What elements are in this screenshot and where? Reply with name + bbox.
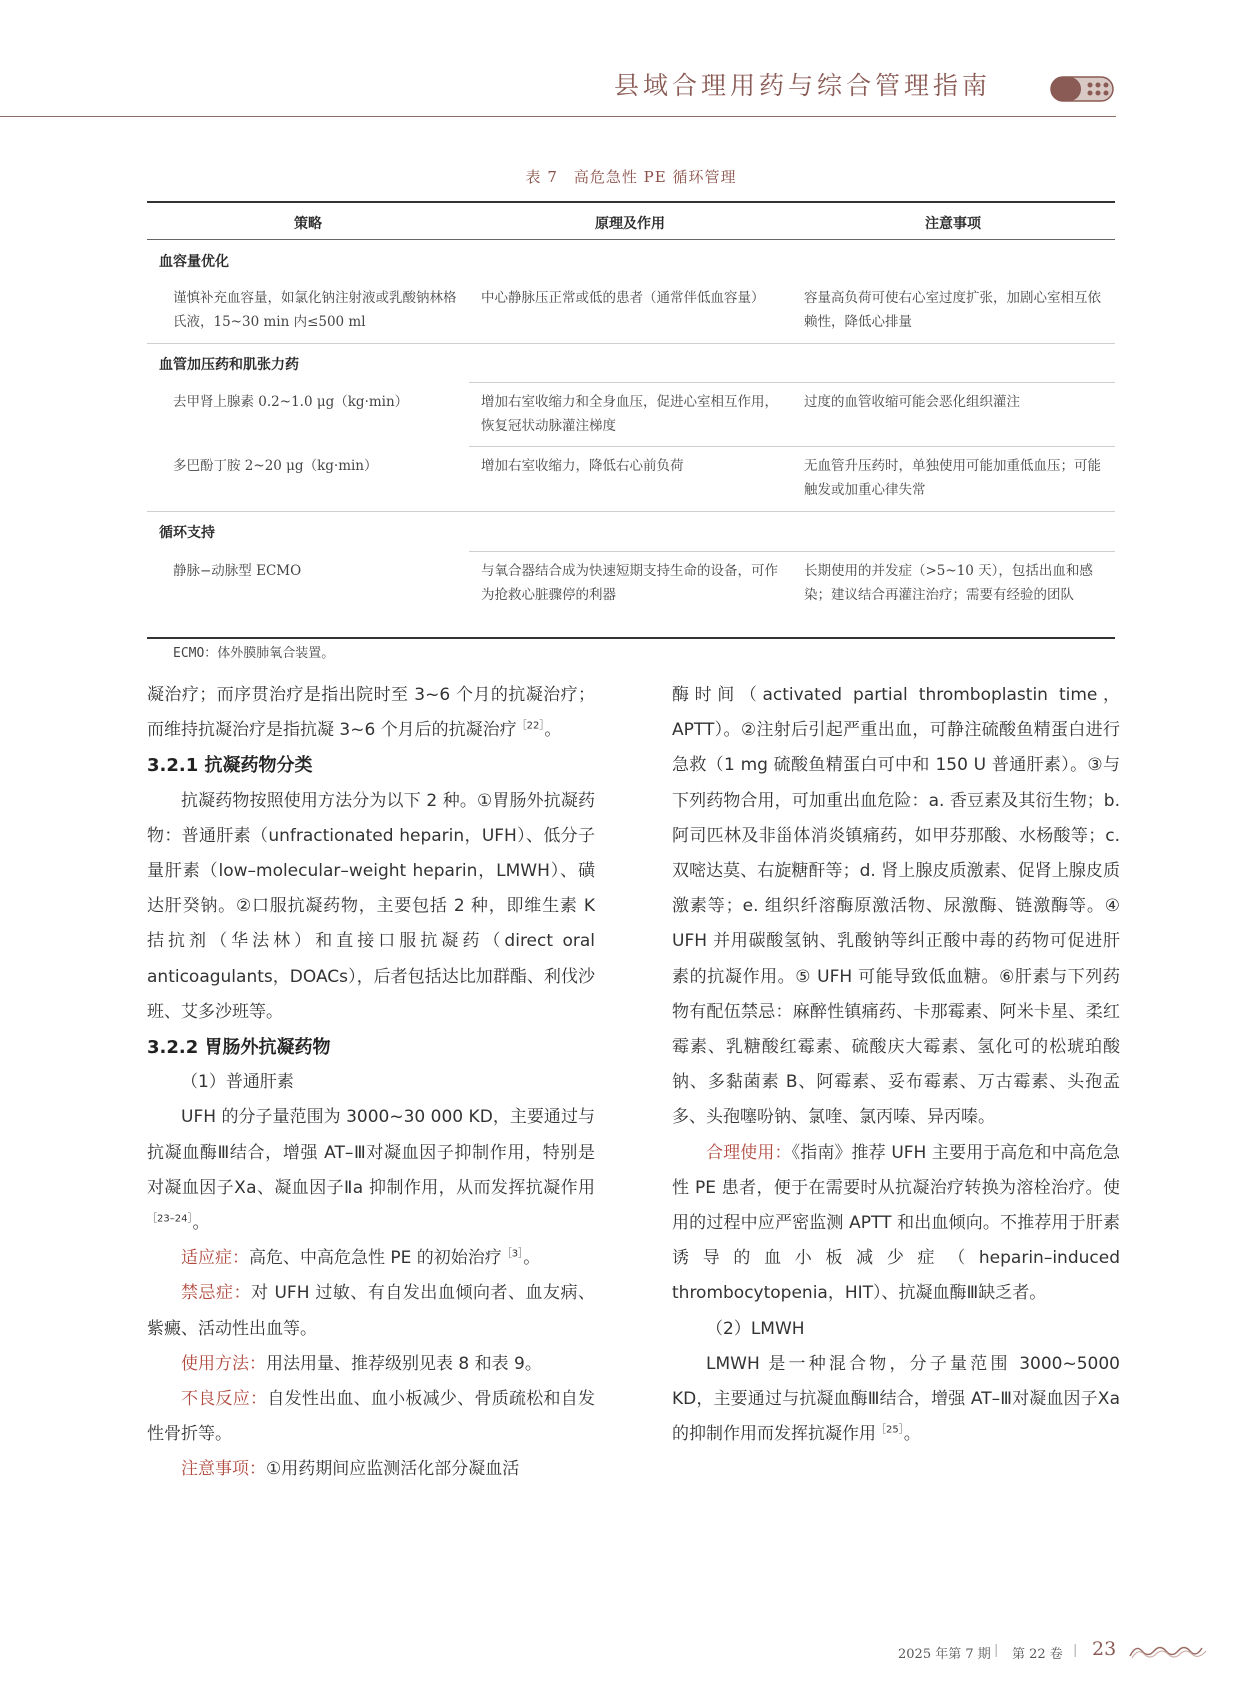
body-paragraph: LMWH 是一种混合物，分子量范围 3000~5000 KD，主要通过与抗凝血酶Ⅲ结合，增强 AT–Ⅲ对凝血因子Ⅹa 的抑制作用而发挥抗凝作用$^{[25]}$。 <box>672 1353 1120 1445</box>
table-row-divider <box>469 446 1115 447</box>
table-cell-notes: 长期使用的并发症（>5~10 天），包括出血和感染；建议结合再灌注治疗；需要有经验的团队 <box>804 563 1093 603</box>
table-cell-strategy: 去甲肾上腺素 0.2~1.0 μg（kg·min） <box>173 394 409 410</box>
body-paragraph: 抗凝药物按照使用方法分为以下 2 种。①胃肠外抗凝药物：普通肝素（unfractionated heparin，UFH）、低分子量肝素（low–molecular–weight heparin，LMWH）、磺达肝癸钠。②口服抗凝药物，主要包括 2 种，即维生素 K 拮抗剂（华法林）和直接口服抗凝药（direct oral anticoagulants，DOACs），后者包括达比加群酯、利伐沙班、艾多沙班等。 <box>147 790 595 1022</box>
table-row-divider <box>147 511 1115 512</box>
table-header-strategy: 策略 <box>294 216 322 232</box>
table-footnote: ECMO：体外膜肺氧合装置。 <box>173 646 335 661</box>
subheading-lmwh: （2）LMWH <box>706 1318 805 1339</box>
section-heading: 3.2.2 胃肠外抗凝药物 <box>147 1037 331 1059</box>
table-row-divider <box>147 343 1115 344</box>
journal-title: 县域合理用药与综合管理指南 <box>613 71 991 100</box>
body-paragraph: 凝治疗；而序贯治疗是指出院时至 3~6 个月的抗凝治疗；而维持抗凝治疗是指抗凝 3~6 个月后的抗凝治疗$^{[22]}$。 <box>147 685 595 741</box>
body-paragraph: UFH 的分子量范围为 3000~30 000 KD，主要通过与抗凝血酶Ⅲ结合，增强 AT–Ⅲ对凝血因子抑制作用，特别是对凝血因子Ⅹa、凝血因子Ⅱa 抑制作用，从而发挥抗凝作用$^{[23-24]}$。 <box>147 1107 595 1234</box>
citation: ［25］ <box>876 1424 904 1436</box>
table-cell-principle: 与氧合器结合成为快速短期支持生命的设备，可作为抢救心脏骤停的利器 <box>481 563 778 603</box>
cautions-paragraph: 注意事项：①用药期间应监测活化部分凝血活 <box>181 1459 520 1480</box>
table-cell-notes: 无血管升压药时，单独使用可能加重低血压；可能触发或加重心律失常 <box>804 458 1101 498</box>
table-bottom-rule <box>147 637 1115 639</box>
decorative-wave-icon <box>1128 1642 1208 1660</box>
rational-use-label: 合理使用： <box>706 1142 792 1163</box>
body-paragraph: 酶时间（activated partial thromboplastin time，APTT）。②注射后引起严重出血，可静注硫酸鱼精蛋白进行急救（1 mg 硫酸鱼精蛋白可中和 150 U 普通肝素）。③与下列药物合用，可加重出血危险：a. 香豆素及其衍生物；b. 阿司匹林及非甾体消炎镇痛药，如甲芬那酸、水杨酸等；c. 双嘧达莫、右旋糖酐等；d. 肾上腺皮质激素、促肾上腺皮质激素等；e. 组织纤溶酶原激活物、尿激酶、链激酶等。④ UFH 并用碳酸氢钠、乳酸钠等纠正酸中毒的药物可促进肝素的抗凝作用。⑤ UFH 可能导致低血糖。⑥肝素与下列药物有配伍禁忌：麻醉性镇痛药、卡那霉素、阿米卡星、柔红霉素、乳糖酸红霉素、硫酸庆大霉素、氢化可的松琥珀酸钠、多黏菌素 B、阿霉素、妥布霉素、万古霉素、头孢孟多、头孢噻吩钠、氯喹、氯丙嗪、异丙嗪。 <box>672 685 1120 1128</box>
footer-separator: | <box>994 1643 999 1658</box>
table-section-title: 循环支持 <box>159 525 215 541</box>
table-header-rule <box>147 239 1115 240</box>
subheading-ufh: （1）普通肝素 <box>181 1072 294 1093</box>
section-heading: 3.2.1 抗凝药物分类 <box>147 755 313 777</box>
table-cell-principle: 中心静脉压正常或低的患者（通常伴低血容量） <box>481 290 765 306</box>
table-section-title: 血容量优化 <box>159 254 229 270</box>
table-cell-strategy: 静脉−动脉型 ECMO <box>173 563 302 579</box>
left-column <box>147 678 595 1488</box>
table-header-principle: 原理及作用 <box>595 216 665 232</box>
header-divider <box>0 116 1116 117</box>
contraindications-label: 禁忌症： <box>181 1283 252 1304</box>
table-cell-principle: 增加右室收缩力，降低右心前负荷 <box>481 458 684 474</box>
footer-issue: 2025 年第 7 期 <box>898 1647 991 1662</box>
contraindications-paragraph: 禁忌症：对 UFH 过敏、有自发出血倾向者、血友病、紫癜、活动性出血等。 <box>147 1283 596 1339</box>
usage-label: 使用方法： <box>181 1353 266 1374</box>
footer-separator: | <box>1073 1643 1078 1658</box>
footer-volume: 第 22 卷 <box>1012 1647 1063 1662</box>
table-header-notes: 注意事项 <box>925 216 981 232</box>
usage-paragraph: 使用方法：用法用量、推荐级别见表 8 和表 9。 <box>181 1353 542 1374</box>
table-row-divider <box>469 551 1115 552</box>
indications-label: 适应症： <box>181 1248 249 1269</box>
table-section-title: 血管加压药和肌张力药 <box>159 357 299 373</box>
cautions-label: 注意事项： <box>181 1459 266 1480</box>
journal-logo-icon <box>1050 76 1114 102</box>
table-cell-principle: 增加右室收缩力和全身血压，促进心室相互作用，恢复冠状动脉灌注梯度 <box>481 394 778 434</box>
table-row-divider <box>469 382 1115 383</box>
table-cell-notes: 容量高负荷可使右心室过度扩张，加剧心室相互依赖性，降低心排量 <box>804 290 1101 330</box>
right-column <box>672 678 1120 1452</box>
rational-use-paragraph: 合理使用：《指南》推荐 UFH 主要用于高危和中高危急性 PE 患者，便于在需要时从抗凝治疗转换为溶栓治疗。使用的过程中应严密监测 APTT 和出血倾向。不推荐用于肝素诱导的血小板减少症（heparin–induced thrombocytopenia，HIT）、抗凝血酶Ⅲ缺乏者。 <box>672 1142 1121 1304</box>
indications-paragraph: 适应症：高危、中高危急性 PE 的初始治疗$^{[3]}$。 <box>181 1248 541 1269</box>
citation: ［3］ <box>501 1248 524 1260</box>
table-cell-notes: 过度的血管收缩可能会恶化组织灌注 <box>804 394 1020 410</box>
citation: ［22］ <box>516 720 545 732</box>
adverse-label: 不良反应： <box>181 1389 268 1410</box>
table-cell-strategy: 多巴酚丁胺 2~20 μg（kg·min） <box>173 458 378 474</box>
adverse-reactions-paragraph: 不良反应：自发性出血、血小板减少、骨质疏松和自发性骨折等。 <box>147 1389 596 1445</box>
table-caption: 表 7 高危急性 PE 循环管理 <box>525 168 737 186</box>
table-cell-strategy: 谨慎补充血容量，如氯化钠注射液或乳酸钠林格氏液，15~30 min 内≤500 ml <box>173 290 457 330</box>
page-number: 23 <box>1092 1638 1117 1660</box>
citation: ［23–24］ <box>147 1213 193 1225</box>
table-top-rule <box>147 201 1115 203</box>
